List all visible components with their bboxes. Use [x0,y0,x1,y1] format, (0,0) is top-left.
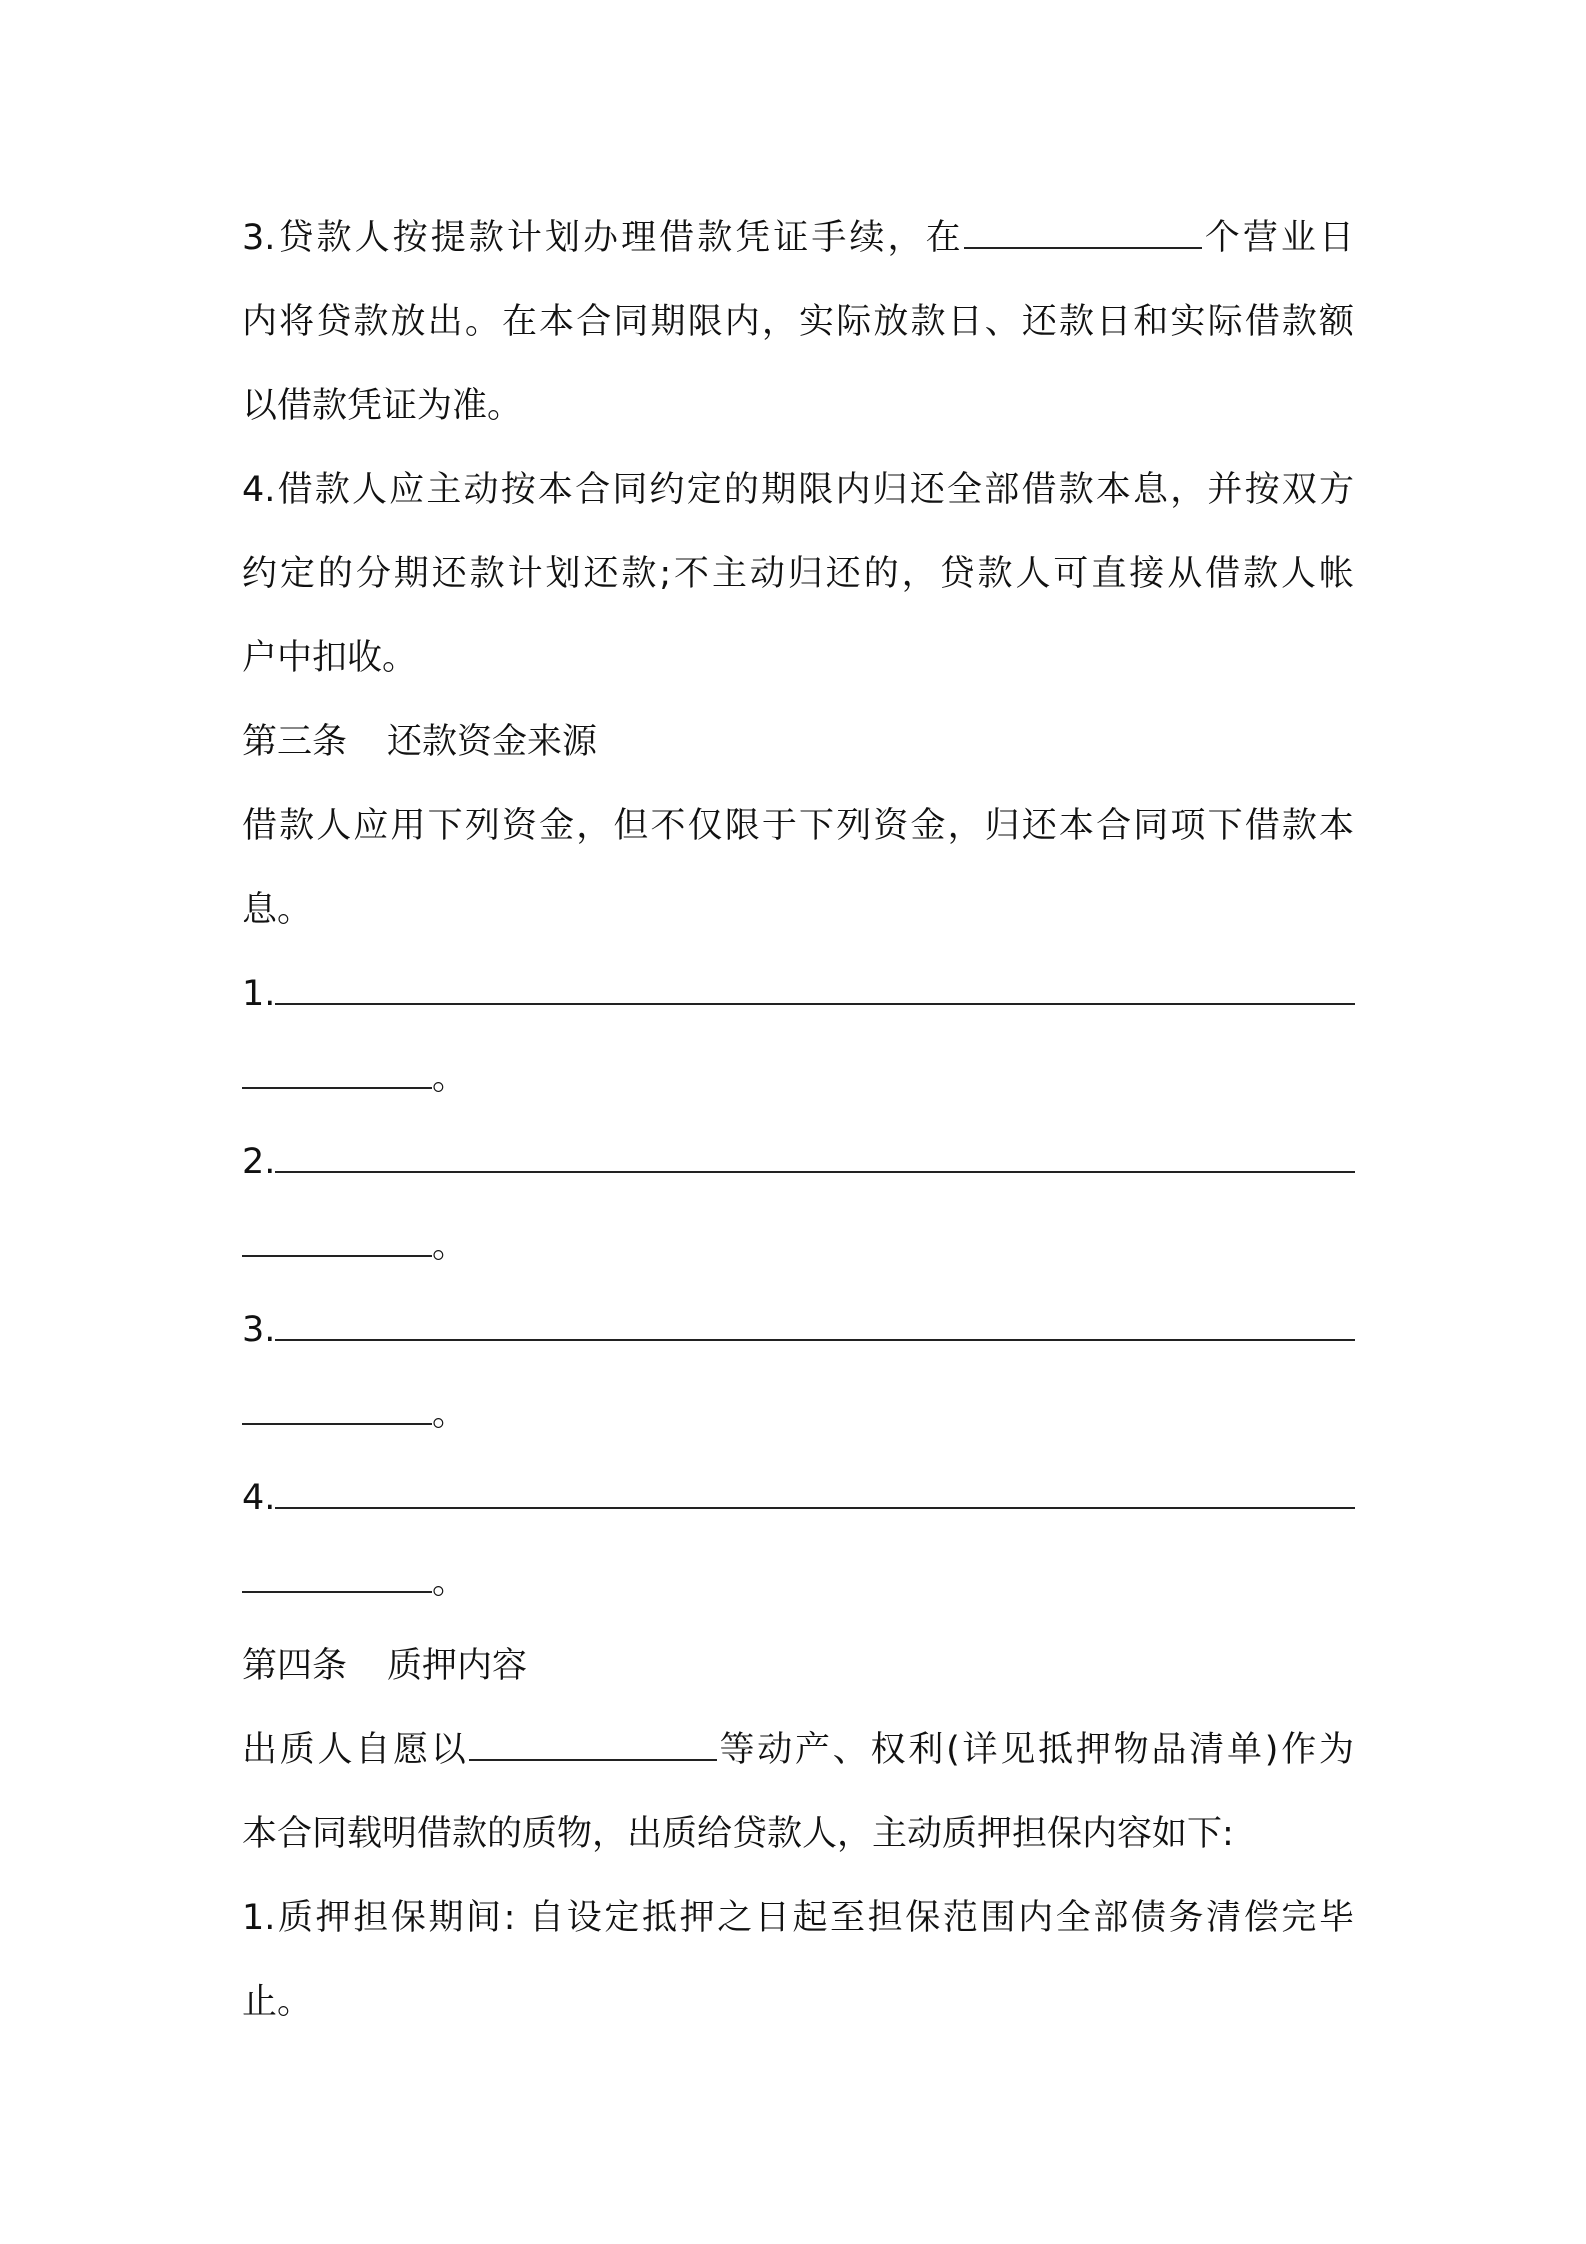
source-2-line-2 [242,1204,1354,1288]
source-4-number: 4. [242,1478,276,1518]
source-1-end: 。 [432,1058,468,1098]
pledge-1-line-2: 止。 [242,1982,313,2022]
source-4-line-1 [242,1456,1354,1540]
source-1-line-2 [242,1036,1354,1120]
clause-3-line-3: 以借款凭证为准。 [242,386,523,426]
article-4-text-a: 出质人自愿以 [242,1730,469,1770]
source-2-blank [275,1141,1355,1173]
clause-3-line-2: 内将贷款放出。在本合同期限内，实际放款日、还款日和实际借款额 [242,302,1354,342]
pledge-1-line-1: 1.质押担保期间: 自设定抵押之日起至担保范围内全部债务清偿完毕 [242,1898,1354,1938]
article-3-number: 第三条 [242,722,348,762]
source-2-line-1 [242,1120,1354,1204]
article-3-heading [242,700,1354,784]
source-4-blank-cont [242,1561,432,1593]
source-3-line-1 [242,1288,1354,1372]
business-days-blank [964,217,1202,249]
article-4-heading [242,1624,1354,1708]
source-2-end: 。 [432,1226,468,1266]
clause-3-text-b: 个营业日 [1201,218,1354,258]
source-3-end: 。 [432,1394,468,1434]
article-4-body-line-1 [242,1708,1354,1792]
pledge-items-blank [469,1729,717,1761]
source-3-blank [275,1309,1355,1341]
source-1-line-1 [242,952,1354,1036]
clause-4-line-1: 4.借款人应主动按本合同约定的期限内归还全部借款本息，并按双方 [242,470,1354,510]
article-4-number: 第四条 [242,1646,348,1686]
source-1-blank [275,973,1355,1005]
clause-4-line-3: 户中扣收。 [242,638,418,678]
source-4-end: 。 [432,1562,468,1602]
source-3-number: 3. [242,1310,276,1350]
source-3-blank-cont [242,1393,432,1425]
clause-3-line-1 [242,196,1354,280]
article-4-title: 质押内容 [387,1646,528,1686]
article-4-text-b: 等动产、权利(详见抵押物品清单)作为 [716,1730,1354,1770]
source-3-line-2 [242,1372,1354,1456]
source-2-number: 2. [242,1142,276,1182]
source-1-blank-cont [242,1057,432,1089]
clause-3-text-a: 3.贷款人按提款计划办理借款凭证手续，在 [242,218,964,258]
article-3-body-line-1: 借款人应用下列资金，但不仅限于下列资金，归还本合同项下借款本 [242,806,1354,846]
article-4-body-line-2: 本合同载明借款的质物，出质给贷款人，主动质押担保内容如下: [242,1814,1234,1854]
article-3-title: 还款资金来源 [387,722,598,762]
source-2-blank-cont [242,1225,432,1257]
source-4-blank [275,1477,1355,1509]
clause-4-line-2: 约定的分期还款计划还款;不主动归还的，贷款人可直接从借款人帐 [242,554,1354,594]
source-1-number: 1. [242,974,276,1014]
document-body [242,196,1354,2044]
source-4-line-2 [242,1540,1354,1624]
article-3-body-line-2: 息。 [242,890,313,930]
